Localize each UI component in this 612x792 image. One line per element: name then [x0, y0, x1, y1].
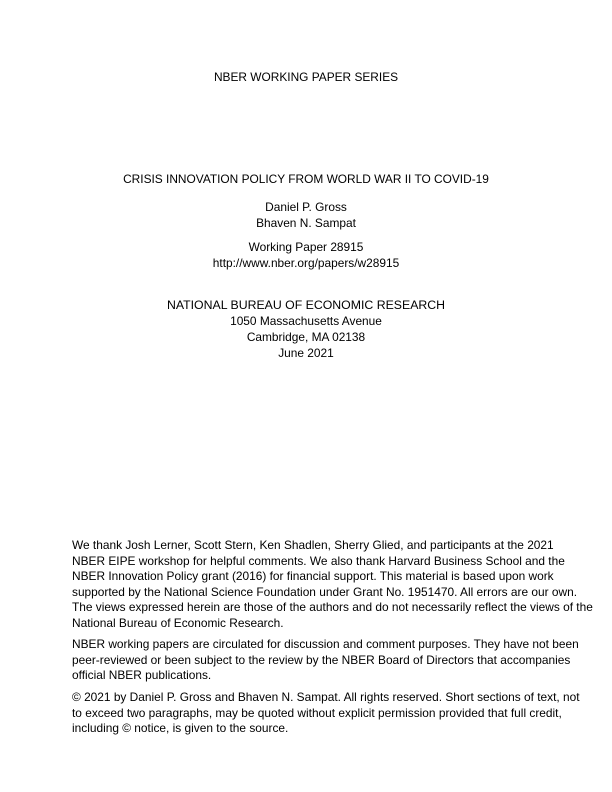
paragraph-line: to exceed two paragraphs, may be quoted without explicit permission provided that full credit,: [72, 705, 562, 720]
bureau-name: NATIONAL BUREAU OF ECONOMIC RESEARCH: [166, 298, 446, 312]
bureau-city: Cambridge, MA 02138: [246, 330, 366, 344]
paragraph-line: official NBER publications.: [72, 668, 212, 683]
author-name: Daniel P. Gross: [265, 200, 347, 214]
bureau-street: 1050 Massachusetts Avenue: [230, 314, 382, 328]
paragraph-line: peer-reviewed or been subject to the review by the NBER Board of Directors that accompanies: [72, 652, 571, 667]
author-name: Bhaven N. Sampat: [256, 216, 356, 230]
paragraph-line: We thank Josh Lerner, Scott Stern, Ken Shadlen, Sherry Glied, and participants at the 2021: [72, 538, 554, 552]
paragraph-line: NBER working papers are circulated for discussion and comment purposes. They have not been: [72, 637, 579, 651]
paragraph-line: National Bureau of Economic Research.: [72, 615, 284, 630]
series-label: NBER WORKING PAPER SERIES: [213, 70, 399, 84]
working-paper-number: Working Paper 28915: [248, 240, 364, 254]
paper-title-text: CRISIS INNOVATION POLICY FROM WORLD WAR II TO COVID-19: [123, 172, 489, 186]
paragraph-line: The views expressed herein are those of the authors and do not necessarily reflect the views of the: [72, 600, 593, 615]
paper-url[interactable]: http://www.nber.org/papers/w28915: [212, 256, 400, 270]
bureau-address: [0, 297, 612, 361]
acknowledgments-paragraph: [72, 538, 593, 632]
paper-title: [0, 171, 612, 187]
paragraph-line: NBER EIPE workshop for helpful comments. We also thank Harvard Business School and the: [72, 553, 565, 568]
nber-disclaimer-paragraph: [72, 637, 579, 684]
series-heading: [0, 69, 612, 85]
author-list: [0, 199, 612, 231]
paragraph-line: supported by the National Science Foundation under Grant No. 1951470. All errors are our own.: [72, 584, 577, 599]
copyright-paragraph: [72, 690, 580, 737]
publication-date: June 2021: [278, 346, 334, 360]
working-paper-info: [0, 239, 612, 271]
paragraph-line: © 2021 by Daniel P. Gross and Bhaven N. Sampat. All rights reserved. Short sections of text, not: [72, 690, 580, 704]
paragraph-line: NBER Innovation Policy grant (2016) for financial support. This material is based upon work: [72, 569, 554, 584]
paragraph-line: including © notice, is given to the source.: [72, 721, 289, 736]
